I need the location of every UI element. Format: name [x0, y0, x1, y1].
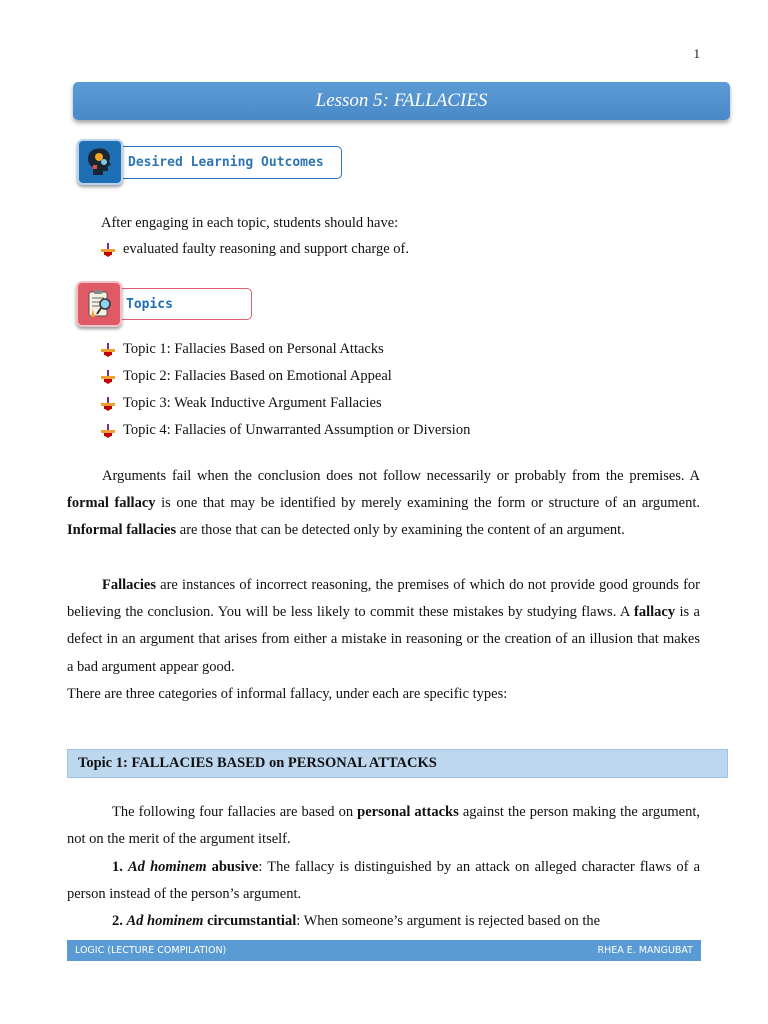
- lesson-title: Lesson 5: FALLACIES: [315, 90, 488, 111]
- text-run: : When someone’s argument is rejected based on the: [296, 913, 601, 929]
- clipboard-magnifier-icon: [76, 281, 122, 327]
- arrow-bullet-icon: [101, 370, 115, 384]
- outcomes-list: [101, 236, 409, 263]
- paragraph-fallacies: [67, 572, 700, 681]
- page-number: 1: [693, 46, 700, 61]
- bold-term: formal fallacy: [67, 495, 156, 512]
- arrow-bullet-icon: [101, 397, 115, 411]
- outcomes-section-tag: [113, 146, 342, 179]
- arrow-bullet-icon: [101, 424, 115, 438]
- fallacy-type: abusive: [211, 859, 259, 875]
- footer-course: LOGIC (LECTURE COMPILATION): [75, 945, 227, 956]
- list-item: [101, 363, 470, 390]
- outcomes-section-label: Desired Learning Outcomes: [128, 155, 324, 170]
- fallacy-item-circumstantial: [67, 908, 700, 935]
- outcomes-intro: After engaging in each topic, students should have:: [101, 215, 399, 231]
- topics-section-label: Topics: [126, 296, 173, 312]
- bold-term: fallacy: [634, 604, 676, 621]
- topics-list: [101, 336, 470, 444]
- topic1-heading: Topic 1: FALLACIES BASED on PERSONAL ATTACKS: [78, 755, 437, 771]
- list-item: [101, 236, 409, 263]
- arrow-bullet-icon: [101, 343, 115, 357]
- item-number: 2.: [112, 913, 123, 929]
- head-gears-icon: [77, 139, 123, 185]
- footer-author: RHEA E. MANGUBAT: [597, 945, 693, 956]
- arrow-bullet-icon: [101, 243, 115, 257]
- outcome-text: evaluated faulty reasoning and support charge of.: [123, 241, 410, 257]
- latin-term: Ad hominem: [128, 859, 207, 875]
- topics-section-tag: [113, 288, 252, 320]
- lesson-title-banner: [73, 82, 730, 120]
- text-run: are instances of incorrect reasoning, the premises of which do not provide good grounds for believing the conclusion. You will be less likely to commit these mistakes by studying flaws. A: [67, 577, 700, 621]
- fallacy-item-abusive: [67, 854, 700, 908]
- paragraph-categories: There are three categories of informal fallacy, under each are specific types:: [67, 686, 508, 702]
- paragraph-topic1-intro: [67, 799, 700, 853]
- topic1-heading-bar: [67, 749, 728, 778]
- text-run: The following four fallacies are based on: [112, 804, 358, 820]
- latin-term: Ad hominem: [126, 913, 204, 929]
- page-footer: [67, 940, 701, 961]
- topic-item-text: Topic 3: Weak Inductive Argument Fallacies: [123, 395, 382, 411]
- topic-item-text: Topic 2: Fallacies Based on Emotional Appeal: [123, 368, 392, 384]
- bold-term: Fallacies: [102, 577, 156, 593]
- fallacy-type: circumstantial: [207, 913, 297, 929]
- text-run: are those that can be detected only by examining the content of an argument.: [176, 522, 625, 539]
- bold-term: personal attacks: [357, 804, 459, 820]
- text-run: Arguments fail when the conclusion does not follow necessarily or probably from the premises. A: [102, 468, 700, 484]
- text-run: : The fallacy is distinguished by an attack on alleged character flaws of a person instead of the person’s argument.: [67, 859, 701, 903]
- list-item: [101, 417, 470, 444]
- item-number: 1.: [112, 859, 123, 875]
- bold-term: Informal fallacies: [67, 522, 177, 539]
- list-item: [101, 336, 470, 363]
- text-run: against the person making the argument, not on the merit of the argument itself.: [67, 804, 700, 848]
- list-item: [101, 390, 470, 417]
- text-run: is one that may be identified by merely examining the form or structure of an argument.: [155, 495, 700, 512]
- paragraph-arguments: [67, 463, 700, 545]
- topic-item-text: Topic 1: Fallacies Based on Personal Attacks: [123, 341, 384, 357]
- text-run: is a defect in an argument that arises from either a mistake in reasoning or the creation of an illusion that makes a bad argument appear good.: [67, 604, 700, 675]
- topic-item-text: Topic 4: Fallacies of Unwarranted Assumption or Diversion: [123, 422, 471, 438]
